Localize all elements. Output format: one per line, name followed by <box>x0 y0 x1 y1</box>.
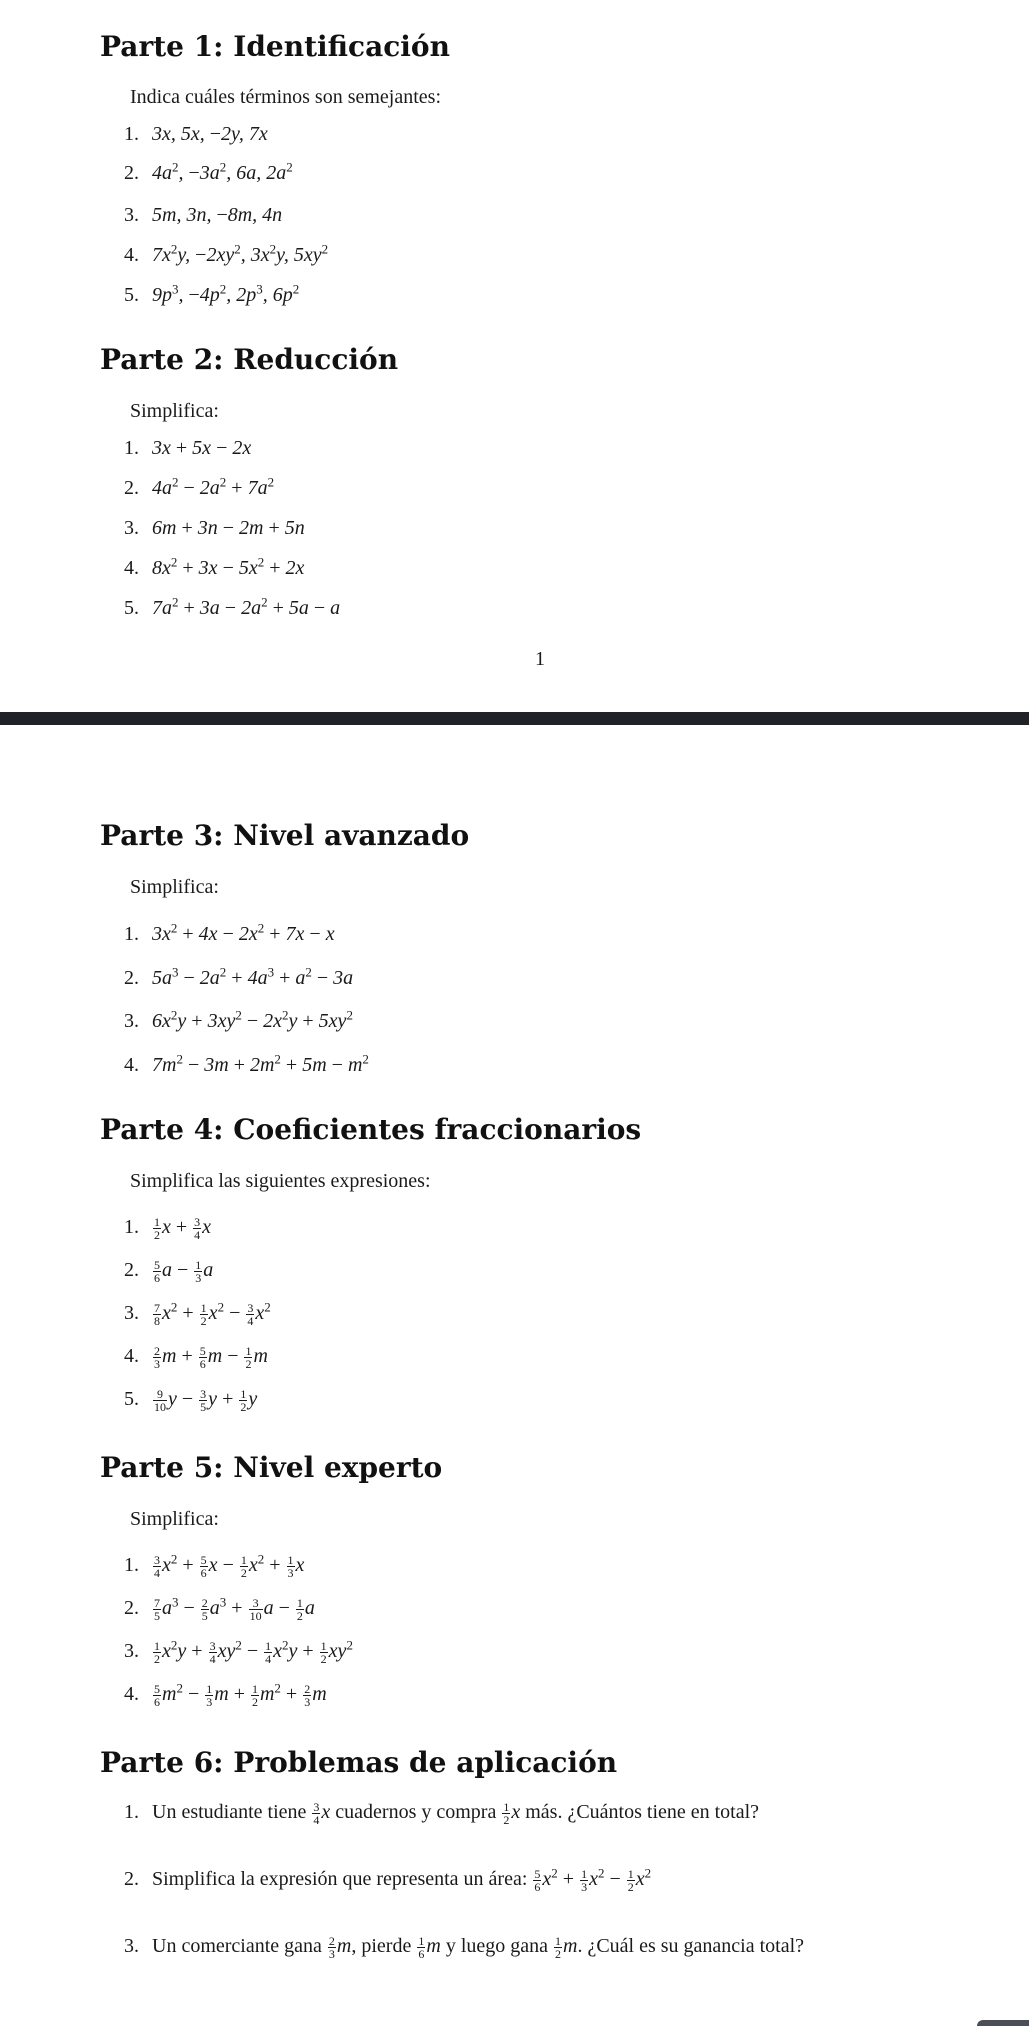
item-number: 1. <box>124 923 139 945</box>
part5-intro: Simplifica: <box>130 1508 219 1530</box>
problem-text: más. ¿Cuántos tiene en total? <box>525 1801 760 1823</box>
page-number: 1 <box>535 648 545 670</box>
part5-item-3: 3. $\frac{1}{2}$ $x^2y$ + $\frac{3}{4}$ $xy^2$ − $\frac{1}{4}$ $x^2y$ + $\frac{1}{2}$ $xy^2$ <box>124 1637 353 1666</box>
part3-item-2: 2. $5a^3 - 2a^2 + 4a^3 + a^2 - 3a$ <box>124 964 354 989</box>
part1-item-4: 4. $7x^2y$, $-2xy^2$, $3x^2y$, $5xy^2$ <box>124 241 329 266</box>
part2-item-4: 4. $8x^2 + 3x - 5x^2 + 2x$ <box>124 554 305 579</box>
problem-text: . ¿Cuál es su ganancia total? <box>577 1935 805 1957</box>
item-number: 5. <box>124 1388 139 1410</box>
item-number: 3. <box>124 517 139 539</box>
item-number: 2. <box>124 1868 139 1890</box>
problem-text: Un comerciante gana <box>152 1935 322 1957</box>
part2-intro: Simplifica: <box>130 400 219 422</box>
part5-title: Parte 5: Nivel experto <box>100 1451 443 1484</box>
part1-intro: Indica cuáles términos son semejantes: <box>130 86 442 108</box>
item-number: 3. <box>124 1010 139 1032</box>
item-number: 4. <box>124 1683 139 1705</box>
item-number: 3. <box>124 204 139 226</box>
part4-item-3: 3. $\frac{7}{8}$ $x^2$ + $\frac{1}{2}$ $x^2$ − $\frac{3}{4}$ $x^2$ <box>124 1299 271 1328</box>
item-number: 4. <box>124 244 139 266</box>
item-number: 4. <box>124 557 139 579</box>
part4-item-4: 4. $\frac{2}{3}$ m + $\frac{5}{6}$ m − $\frac{1}{2}$ m <box>124 1343 268 1371</box>
part3-item-4: 4. $7m^2 - 3m + 2m^2 + 5m - m^2$ <box>124 1051 369 1076</box>
part2-item-3: 3. 6m + 3n − 2m + 5n <box>124 517 305 539</box>
item-number: 2. <box>124 477 139 499</box>
problem-text: y luego gana <box>445 1935 548 1957</box>
item-number: 1. <box>124 1801 139 1823</box>
part3-intro: Simplifica: <box>130 876 219 898</box>
part4-item-1: 1. $\frac{1}{2}$ x + $\frac{3}{4}$ x <box>124 1214 212 1242</box>
part4-title: Parte 4: Coeficientes fraccionarios <box>100 1113 642 1146</box>
part6-problem-3: 3. Un comerciante gana $\frac{2}{3}$ m, pierde $\frac{1}{6}$ m y luego gana $\frac{1}{2}$ m. ¿Cuál es su ganancia total? <box>124 1933 805 1961</box>
part6-problem-1: 1. Un estudiante tiene $\frac{3}{4}$ x cuadernos y compra $\frac{1}{2}$ x más. ¿Cuántos tiene en total? <box>124 1799 760 1827</box>
part4-item-5: 5. $\frac{9}{10}$ y − $\frac{3}{5}$ y + $\frac{1}{2}$ y <box>124 1386 258 1414</box>
part1-title: Parte 1: Identificación <box>100 30 450 63</box>
problem-text: cuadernos y compra <box>335 1801 497 1823</box>
item-number: 2. <box>124 1259 139 1281</box>
item-number: 2. <box>124 162 139 184</box>
item-number: 4. <box>124 1054 139 1076</box>
part5-item-1: 1. $\frac{3}{4}$ $x^2$ + $\frac{5}{6}$ x − $\frac{1}{2}$ $x^2$ + $\frac{1}{3}$ x <box>124 1551 305 1580</box>
part2-item-5: 5. $7a^2 + 3a - 2a^2 + 5a - a$ <box>124 594 341 619</box>
part1-item-5: 5. $9p^3$, $-4p^2$, $2p^3$, $6p^2$ <box>124 281 300 306</box>
part1-item-2: 2. $4a^2$, $-3a^2$, 6a, $2a^2$ <box>124 159 293 184</box>
item-number: 1. <box>124 437 139 459</box>
part4-intro: Simplifica las siguientes expresiones: <box>130 1170 431 1192</box>
part5-item-2: 2. $\frac{7}{5}$ $a^3$ − $\frac{2}{5}$ $a^3$ + $\frac{3}{10}$ a − $\frac{1}{2}$ a <box>124 1594 315 1623</box>
part4-item-2: 2. $\frac{5}{6}$ a − $\frac{1}{3}$ a <box>124 1257 214 1285</box>
corner-tab <box>977 2020 1029 2026</box>
part3-item-3: 3. $6x^2y + 3xy^2 - 2x^2y + 5xy^2$ <box>124 1007 353 1032</box>
part2-title: Parte 2: Reducción <box>100 343 399 376</box>
item-number: 2. <box>124 1597 139 1619</box>
item-number: 2. <box>124 967 139 989</box>
problem-text: Simplifica la expresión que representa un área: <box>152 1868 528 1890</box>
item-number: 5. <box>124 597 139 619</box>
part6-problem-2: 2. Simplifica la expresión que representa un área: $\frac{5}{6}$ $x^2$ + $\frac{1}{3}$ $x^2$ − $\frac{1}{2}$ $x^2$ <box>124 1865 652 1894</box>
item-number: 4. <box>124 1345 139 1367</box>
item-number: 5. <box>124 284 139 306</box>
problem-text: Un estudiante tiene <box>152 1801 307 1823</box>
page-1 <box>0 0 1029 712</box>
part1-item-1: 1. 3x, 5x, −2y, 7x <box>124 123 268 145</box>
part5-item-4: 4. $\frac{5}{6}$ $m^2$ − $\frac{1}{3}$ m + $\frac{1}{2}$ $m^2$ + $\frac{2}{3}$ m <box>124 1680 327 1709</box>
part2-item-1: 1. 3x + 5x − 2x <box>124 437 252 459</box>
part6-title: Parte 6: Problemas de aplicación <box>100 1746 618 1779</box>
item-number: 1. <box>124 1554 139 1576</box>
item-number: 1. <box>124 123 139 145</box>
part3-item-1: 1. $3x^2 + 4x - 2x^2 + 7x - x$ <box>124 920 335 945</box>
item-number: 3. <box>124 1302 139 1324</box>
item-number: 3. <box>124 1640 139 1662</box>
part2-item-2: 2. $4a^2 - 2a^2 + 7a^2$ <box>124 474 275 499</box>
item-number: 3. <box>124 1935 139 1957</box>
item-number: 1. <box>124 1216 139 1238</box>
page-separator <box>0 712 1029 725</box>
page-2 <box>0 725 1029 2026</box>
part3-title: Parte 3: Nivel avanzado <box>100 819 470 852</box>
part1-item-3: 3. 5m, 3n, −8m, 4n <box>124 204 283 226</box>
problem-text: , pierde <box>351 1935 412 1957</box>
